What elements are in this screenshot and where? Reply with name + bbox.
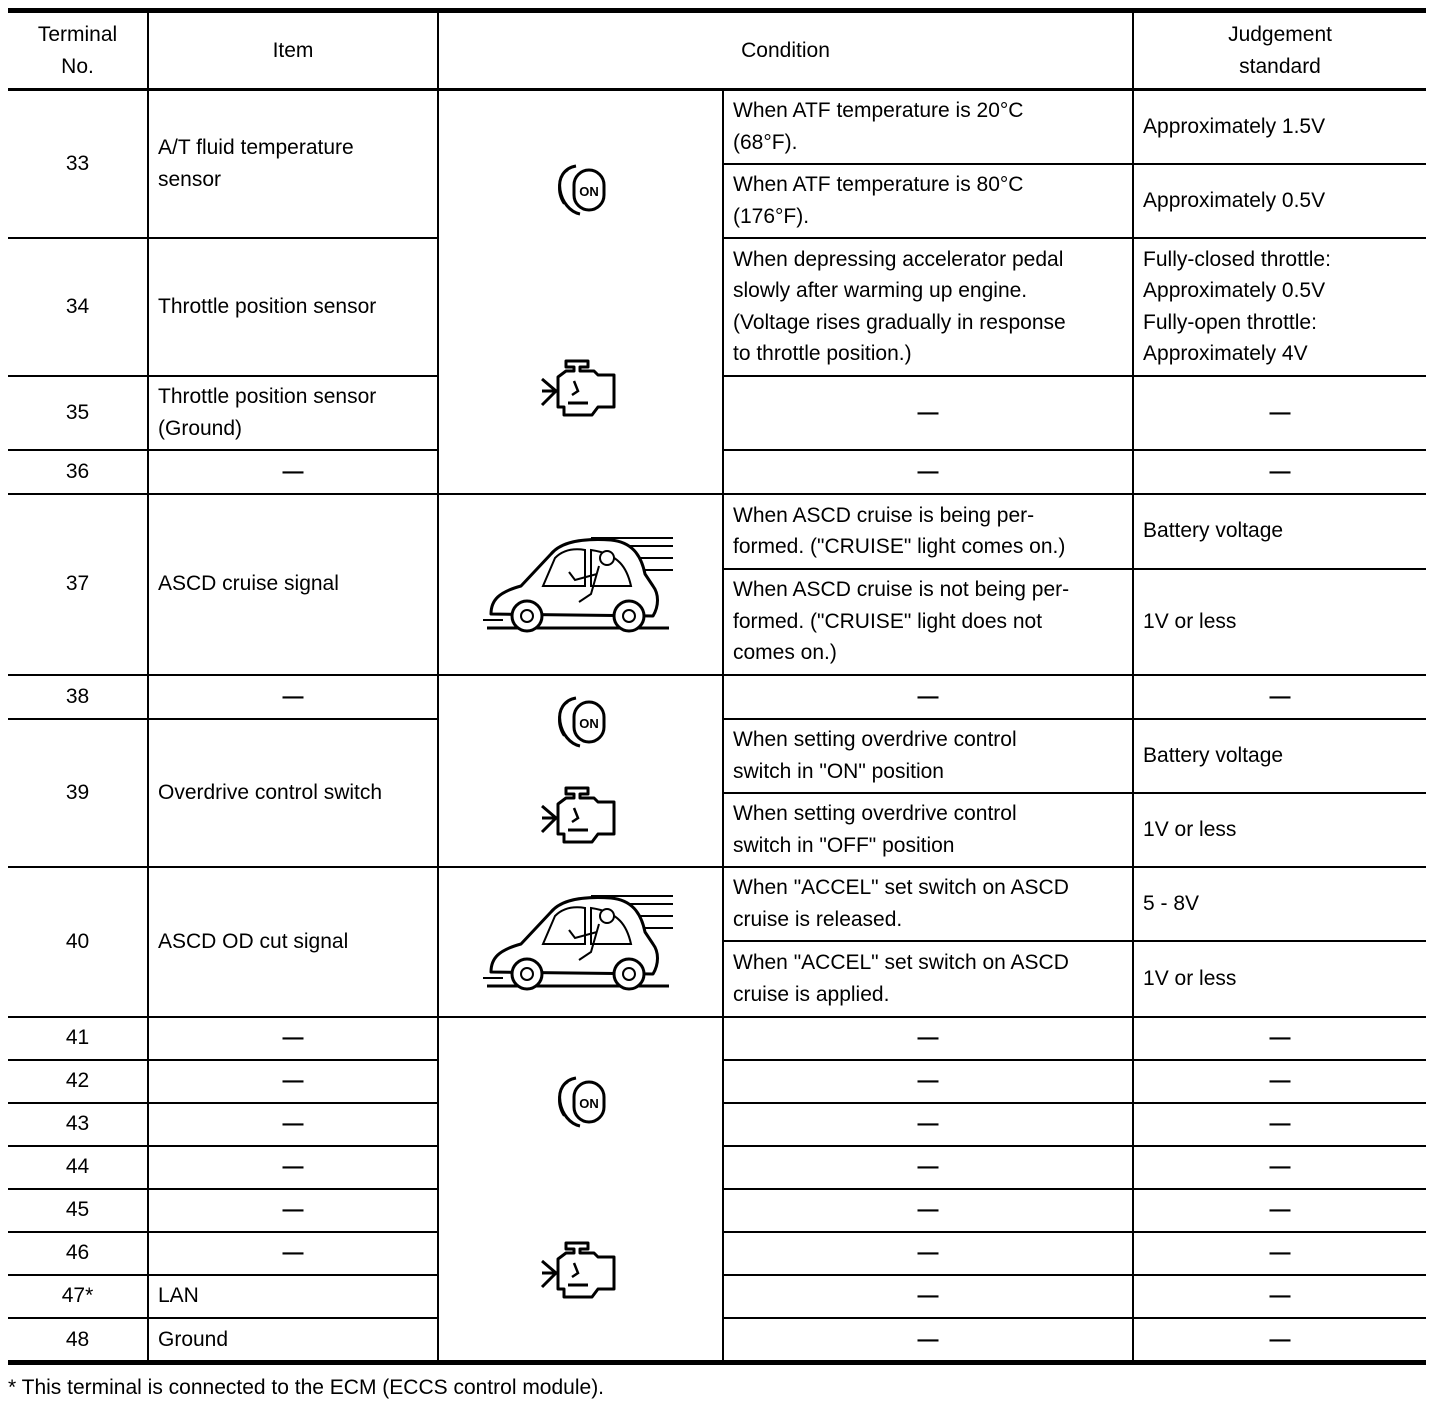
terminal-no: 48 <box>8 1318 148 1363</box>
condition: — <box>723 675 1133 719</box>
judgement: Battery voltage <box>1133 719 1426 793</box>
judgement: — <box>1133 1318 1426 1363</box>
judgement: Approximately 0.5V <box>1133 164 1426 238</box>
header-terminal-no: Terminal No. <box>8 11 148 90</box>
condition: — <box>723 1232 1133 1275</box>
condition: When setting overdrive control switch in "OFF" position <box>723 793 1133 867</box>
terminal-no: 44 <box>8 1146 148 1189</box>
table-row <box>8 90 1426 164</box>
ignition-key-on-icon <box>546 692 616 752</box>
header-item: Item <box>148 11 438 90</box>
item: ASCD cruise signal <box>148 494 438 675</box>
judgement: — <box>1133 675 1426 719</box>
item: — <box>148 675 438 719</box>
engine-running-icon <box>536 784 626 850</box>
table-row <box>8 1017 1426 1060</box>
condition: When ATF temperature is 20°C (68°F). <box>723 90 1133 164</box>
item: Ground <box>148 1318 438 1363</box>
engine-running-icon <box>536 357 626 423</box>
terminal-no: 33 <box>8 90 148 238</box>
condition: When depressing accelerator pedal slowly after warming up engine. (Voltage rises gradually in response to throttle position.) <box>723 238 1133 376</box>
item: — <box>148 450 438 494</box>
judgement: 1V or less <box>1133 793 1426 867</box>
item: — <box>148 1189 438 1232</box>
terminal-no: 43 <box>8 1103 148 1146</box>
item: — <box>148 1232 438 1275</box>
condition-icons <box>438 867 723 1017</box>
condition-icons <box>438 494 723 675</box>
item: Overdrive control switch <box>148 719 438 867</box>
terminal-no: 35 <box>8 376 148 450</box>
condition: — <box>723 1189 1133 1232</box>
terminal-no: 45 <box>8 1189 148 1232</box>
condition: When "ACCEL" set switch on ASCD cruise is applied. <box>723 941 1133 1017</box>
terminal-no: 34 <box>8 238 148 376</box>
item: LAN <box>148 1275 438 1318</box>
item: Throttle position sensor <box>148 238 438 376</box>
terminal-no: 41 <box>8 1017 148 1060</box>
item: — <box>148 1017 438 1060</box>
judgement: — <box>1133 450 1426 494</box>
judgement: Approximately 1.5V <box>1133 90 1426 164</box>
terminal-no: 36 <box>8 450 148 494</box>
ignition-key-on-icon <box>546 1072 616 1132</box>
judgement: 1V or less <box>1133 569 1426 675</box>
vehicle-driving-icon <box>481 524 681 644</box>
header-row <box>8 11 1426 90</box>
judgement: Fully-closed throttle: Approximately 0.5V Fully-open throttle: Approximately 4V <box>1133 238 1426 376</box>
condition: When ATF temperature is 80°C (176°F). <box>723 164 1133 238</box>
terminal-no: 42 <box>8 1060 148 1103</box>
item: — <box>148 1146 438 1189</box>
condition: — <box>723 1060 1133 1103</box>
judgement: — <box>1133 1103 1426 1146</box>
condition: — <box>723 1275 1133 1318</box>
judgement: — <box>1133 1060 1426 1103</box>
terminal-no: 38 <box>8 675 148 719</box>
judgement: — <box>1133 1146 1426 1189</box>
footnote: * This terminal is connected to the ECM (ECCS control module). <box>8 1376 605 1399</box>
item: ASCD OD cut signal <box>148 867 438 1017</box>
item: Throttle position sensor (Ground) <box>148 376 438 450</box>
table-row <box>8 494 1426 569</box>
table-row <box>8 867 1426 941</box>
condition-icons <box>438 1017 723 1363</box>
condition-icons <box>438 675 723 867</box>
judgement: 1V or less <box>1133 941 1426 1017</box>
terminal-no: 40 <box>8 867 148 1017</box>
judgement: — <box>1133 1189 1426 1232</box>
item: — <box>148 1103 438 1146</box>
terminal-no: 46 <box>8 1232 148 1275</box>
header-condition: Condition <box>438 11 1133 90</box>
item: A/T fluid temperature sensor <box>148 90 438 238</box>
condition-icons <box>438 90 723 494</box>
condition: — <box>723 1103 1133 1146</box>
condition: — <box>723 376 1133 450</box>
item: — <box>148 1060 438 1103</box>
ignition-key-on-icon <box>546 160 616 220</box>
terminal-table <box>8 8 1426 1365</box>
terminal-no: 47* <box>8 1275 148 1318</box>
condition: When "ACCEL" set switch on ASCD cruise is released. <box>723 867 1133 941</box>
condition: — <box>723 1017 1133 1060</box>
engine-running-icon <box>536 1239 626 1305</box>
condition: — <box>723 450 1133 494</box>
judgement: — <box>1133 376 1426 450</box>
judgement: — <box>1133 1017 1426 1060</box>
condition: — <box>723 1146 1133 1189</box>
condition: When setting overdrive control switch in "ON" position <box>723 719 1133 793</box>
terminal-no: 39 <box>8 719 148 867</box>
judgement: — <box>1133 1232 1426 1275</box>
condition: When ASCD cruise is being per- formed. ("CRUISE" light comes on.) <box>723 494 1133 569</box>
condition: — <box>723 1318 1133 1363</box>
judgement: Battery voltage <box>1133 494 1426 569</box>
vehicle-driving-icon <box>481 882 681 1002</box>
table-row <box>8 675 1426 719</box>
terminal-no: 37 <box>8 494 148 675</box>
judgement: — <box>1133 1275 1426 1318</box>
judgement: 5 - 8V <box>1133 867 1426 941</box>
condition: When ASCD cruise is not being per- formed. ("CRUISE" light does not comes on.) <box>723 569 1133 675</box>
header-judgement-standard: Judgement standard <box>1133 11 1426 90</box>
